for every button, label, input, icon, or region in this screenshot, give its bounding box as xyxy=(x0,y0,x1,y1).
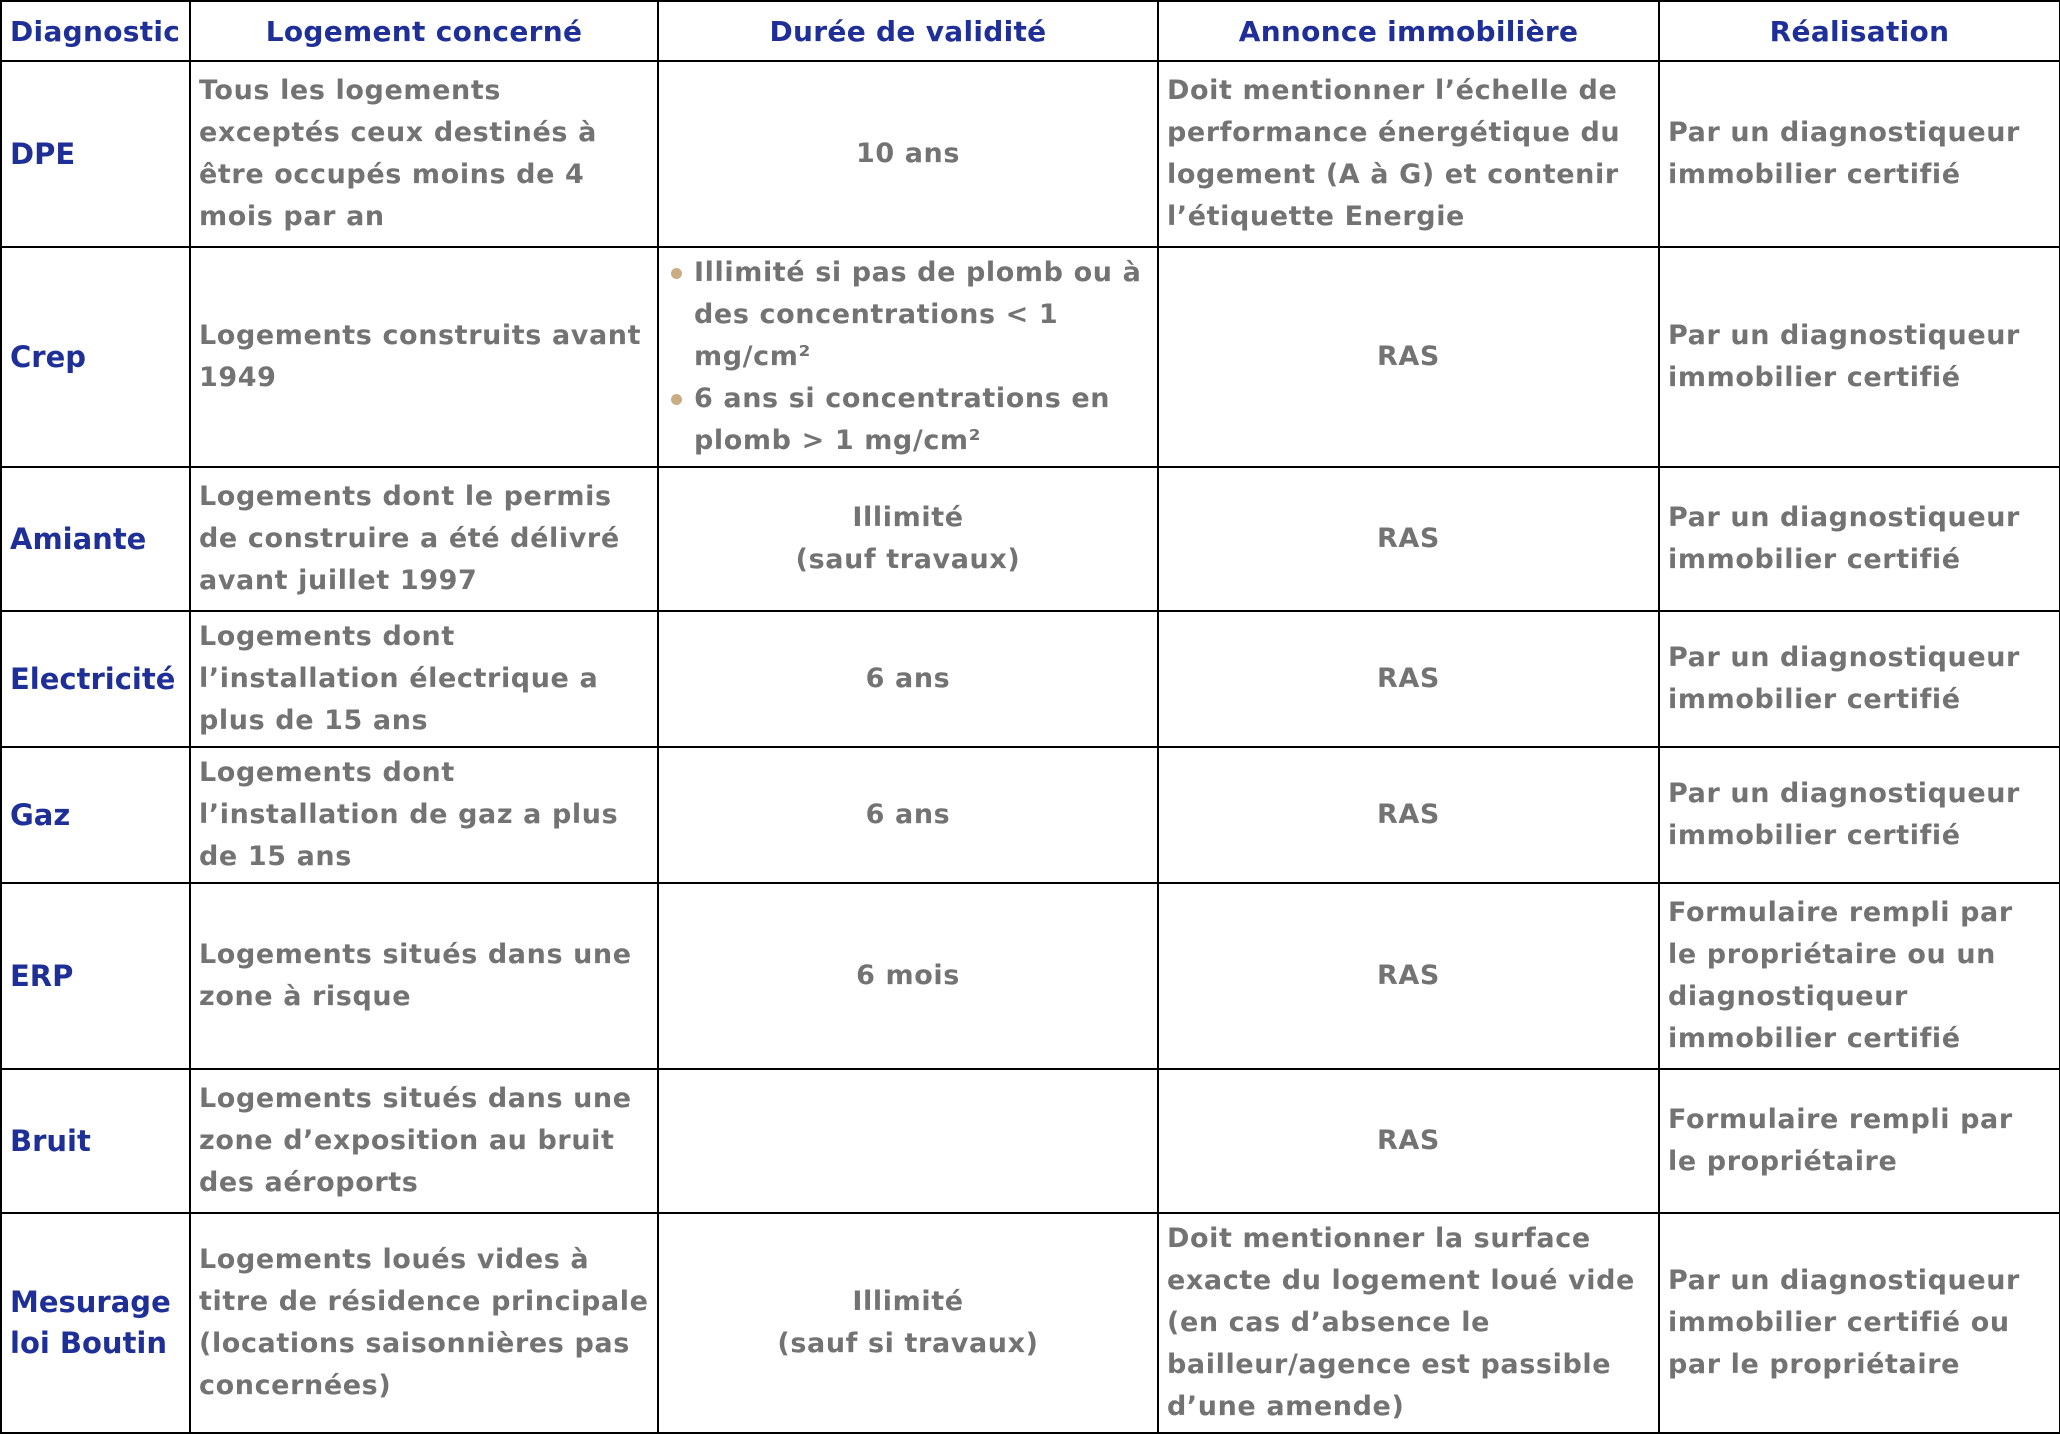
diagnostic-name: Crep xyxy=(1,247,190,467)
table-row-amiante xyxy=(1,467,2060,611)
logement-cell: Logements construits avant 1949 xyxy=(190,247,658,467)
annonce-cell: RAS xyxy=(1158,1069,1659,1213)
header-annonce: Annonce immobilière xyxy=(1158,1,1659,61)
logement-cell: Logements situés dans une zone d’exposition au bruit des aéroports xyxy=(190,1069,658,1213)
annonce-cell: RAS xyxy=(1158,247,1659,467)
duree-bullet-list xyxy=(667,252,1149,462)
duree-cell: 6 ans xyxy=(658,747,1158,883)
annonce-cell: RAS xyxy=(1158,883,1659,1069)
duree-cell xyxy=(658,1069,1158,1213)
logement-cell: Logements dont l’installation électrique a plus de 15 ans xyxy=(190,611,658,747)
header-logement: Logement concerné xyxy=(190,1,658,61)
diagnostic-name: DPE xyxy=(1,61,190,247)
realisation-cell: Par un diagnostiqueur immobilier certifié ou par le propriétaire xyxy=(1659,1213,2060,1433)
realisation-cell: Formulaire rempli par le propriétaire xyxy=(1659,1069,2060,1213)
logement-cell: Logements loués vides à titre de résidence principale (locations saisonnières pas concernées) xyxy=(190,1213,658,1433)
logement-cell: Logements situés dans une zone à risque xyxy=(190,883,658,1069)
diagnostic-name: Electricité xyxy=(1,611,190,747)
diagnostic-name: Mesurage loi Boutin xyxy=(1,1213,190,1433)
table-row-crep xyxy=(1,247,2060,467)
header-row xyxy=(1,1,2060,61)
duree-cell: 6 mois xyxy=(658,883,1158,1069)
duree-bullet-text: 6 ans si concentrations en plomb > 1 mg/cm² xyxy=(694,383,1111,456)
diagnostic-name: Bruit xyxy=(1,1069,190,1213)
table-row-gaz xyxy=(1,747,2060,883)
realisation-cell: Par un diagnostiqueur immobilier certifié xyxy=(1659,61,2060,247)
duree-cell: 10 ans xyxy=(658,61,1158,247)
realisation-cell: Par un diagnostiqueur immobilier certifié xyxy=(1659,467,2060,611)
diagnostic-name: ERP xyxy=(1,883,190,1069)
table-row-bruit xyxy=(1,1069,2060,1213)
duree-cell: Illimité (sauf si travaux) xyxy=(658,1213,1158,1433)
annonce-cell: Doit mentionner la surface exacte du logement loué vide (en cas d’absence le bailleur/agence est passible d’une amende) xyxy=(1158,1213,1659,1433)
realisation-cell: Par un diagnostiqueur immobilier certifié xyxy=(1659,611,2060,747)
realisation-cell: Par un diagnostiqueur immobilier certifié xyxy=(1659,747,2060,883)
duree-cell: Illimité (sauf travaux) xyxy=(658,467,1158,611)
duree-bullet-text: Illimité si pas de plomb ou à des concentrations < 1 mg/cm² xyxy=(694,257,1142,372)
logement-cell: Logements dont l’installation de gaz a plus de 15 ans xyxy=(190,747,658,883)
logement-cell: Tous les logements exceptés ceux destinés à être occupés moins de 4 mois par an xyxy=(190,61,658,247)
bullet-dot-icon xyxy=(671,268,682,279)
diagnostic-name: Gaz xyxy=(1,747,190,883)
header-duree: Durée de validité xyxy=(658,1,1158,61)
duree-cell xyxy=(658,247,1158,467)
realisation-cell: Par un diagnostiqueur immobilier certifié xyxy=(1659,247,2060,467)
diagnostic-name: Amiante xyxy=(1,467,190,611)
logement-cell: Logements dont le permis de construire a été délivré avant juillet 1997 xyxy=(190,467,658,611)
duree-bullet-item xyxy=(667,252,1149,378)
realisation-cell: Formulaire rempli par le propriétaire ou un diagnostiqueur immobilier certifié xyxy=(1659,883,2060,1069)
table-row-erp xyxy=(1,883,2060,1069)
table-row-electricite xyxy=(1,611,2060,747)
header-realisation: Réalisation xyxy=(1659,1,2060,61)
header-diagnostic: Diagnostic xyxy=(1,1,190,61)
table-row-dpe xyxy=(1,61,2060,247)
annonce-cell: RAS xyxy=(1158,747,1659,883)
annonce-cell: RAS xyxy=(1158,467,1659,611)
bullet-dot-icon xyxy=(671,394,682,405)
annonce-cell: Doit mentionner l’échelle de performance énergétique du logement (A à G) et contenir l’étiquette Energie xyxy=(1158,61,1659,247)
table-row-mesurage xyxy=(1,1213,2060,1433)
duree-cell: 6 ans xyxy=(658,611,1158,747)
duree-bullet-item xyxy=(667,378,1149,462)
annonce-cell: RAS xyxy=(1158,611,1659,747)
